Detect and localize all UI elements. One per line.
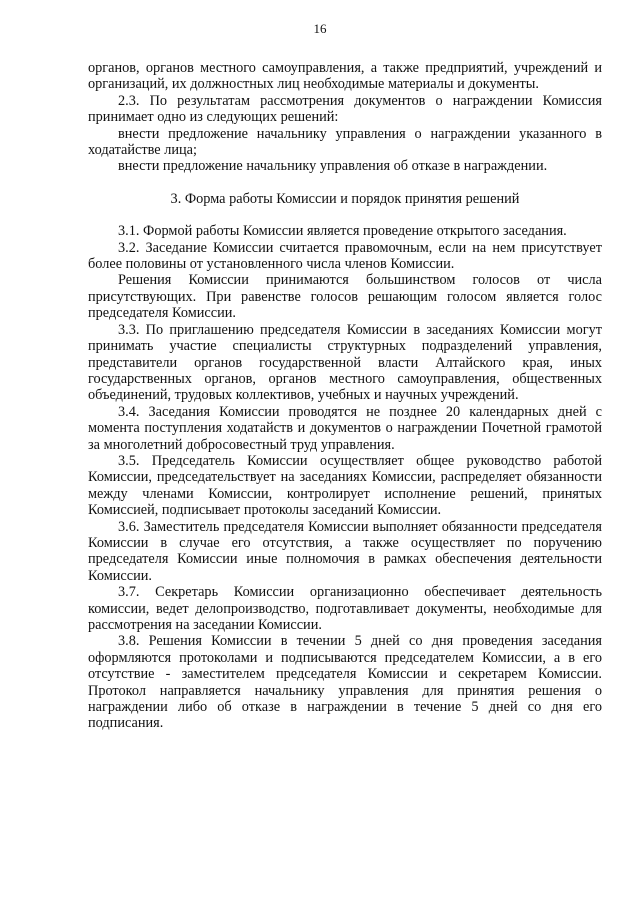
paragraph: 3.1. Формой работы Комиссии является проведение открытого заседания. bbox=[118, 223, 567, 240]
paragraph: 3.5. Председатель Комиссии осуществляет общее руководство работой Комиссии, председательствует на заседаниях Комиссии, распределяет обязанности между членами Комиссии, контролирует исполнение решений, принятых Комиссией, подписывает протоколы заседаний Комиссии. bbox=[88, 452, 602, 519]
paragraph: 3.2. Заседание Комиссии считается правомочным, если на нем присутствует более половины от установленного числа членов Комиссии. bbox=[88, 239, 602, 273]
section-title: 3. Форма работы Комиссии и порядок принятия решений bbox=[170, 190, 520, 207]
paragraph: внести предложение начальнику управления об отказе в награждении. bbox=[118, 158, 548, 175]
paragraph: органов, органов местного самоуправления, а также предприятий, учреждений и организаций, их должностных лиц необходимые материалы и документы. bbox=[88, 60, 602, 93]
paragraph: 3.4. Заседания Комиссии проводятся не позднее 20 календарных дней с момента поступления ходатайств и документов о награждении Почетной грамотой за многолетний добросовестный труд управления. bbox=[88, 403, 602, 453]
paragraph: 3.7. Секретарь Комиссии организационно обеспечивает деятельность комиссии, ведет делопроизводство, подготавливает документы, необходимые для рассмотрения на заседании Комиссии. bbox=[88, 584, 602, 633]
paragraph: 2.3. По результатам рассмотрения документов о награждении Комиссия принимает одно из следующих решений: bbox=[88, 92, 602, 126]
paragraph: 3.6. Заместитель председателя Комиссии выполняет обязанности председателя Комиссии в случае его отсутствия, а также осуществляет по поручению председателя Комиссии иные полномочия в рамках обеспечения деятельности Комиссии. bbox=[88, 518, 602, 584]
page-number: 16 bbox=[313, 21, 327, 36]
paragraph: 3.3. По приглашению председателя Комиссии в заседаниях Комиссии могут принимать участие специалисты структурных подразделений управления, представители органов государственной власти Алтайского края, иных государственных органов, органов местного самоуправления, общественных объединений, трудовых коллективов, учебных и научных учреждений. bbox=[88, 321, 602, 404]
paragraph: внести предложение начальнику управления о награждении указанного в ходатайстве лица; bbox=[88, 125, 602, 159]
paragraph: Решения Комиссии принимаются большинством голосов от числа присутствующих. При равенстве голосов решающим голосом является голос председателя Комиссии. bbox=[88, 272, 602, 322]
paragraph: 3.8. Решения Комиссии в течении 5 дней со дня проведения заседания оформляются протоколами и подписываются председателем Комиссии, а в его отсутствие - заместителем председателя Комиссии и секретарем Комиссии. Протокол направляется начальнику управления для принятия решения о награждении либо об отказе в награждении в течение 5 дней со дня его подписания. bbox=[88, 633, 602, 732]
document-body bbox=[88, 60, 602, 732]
